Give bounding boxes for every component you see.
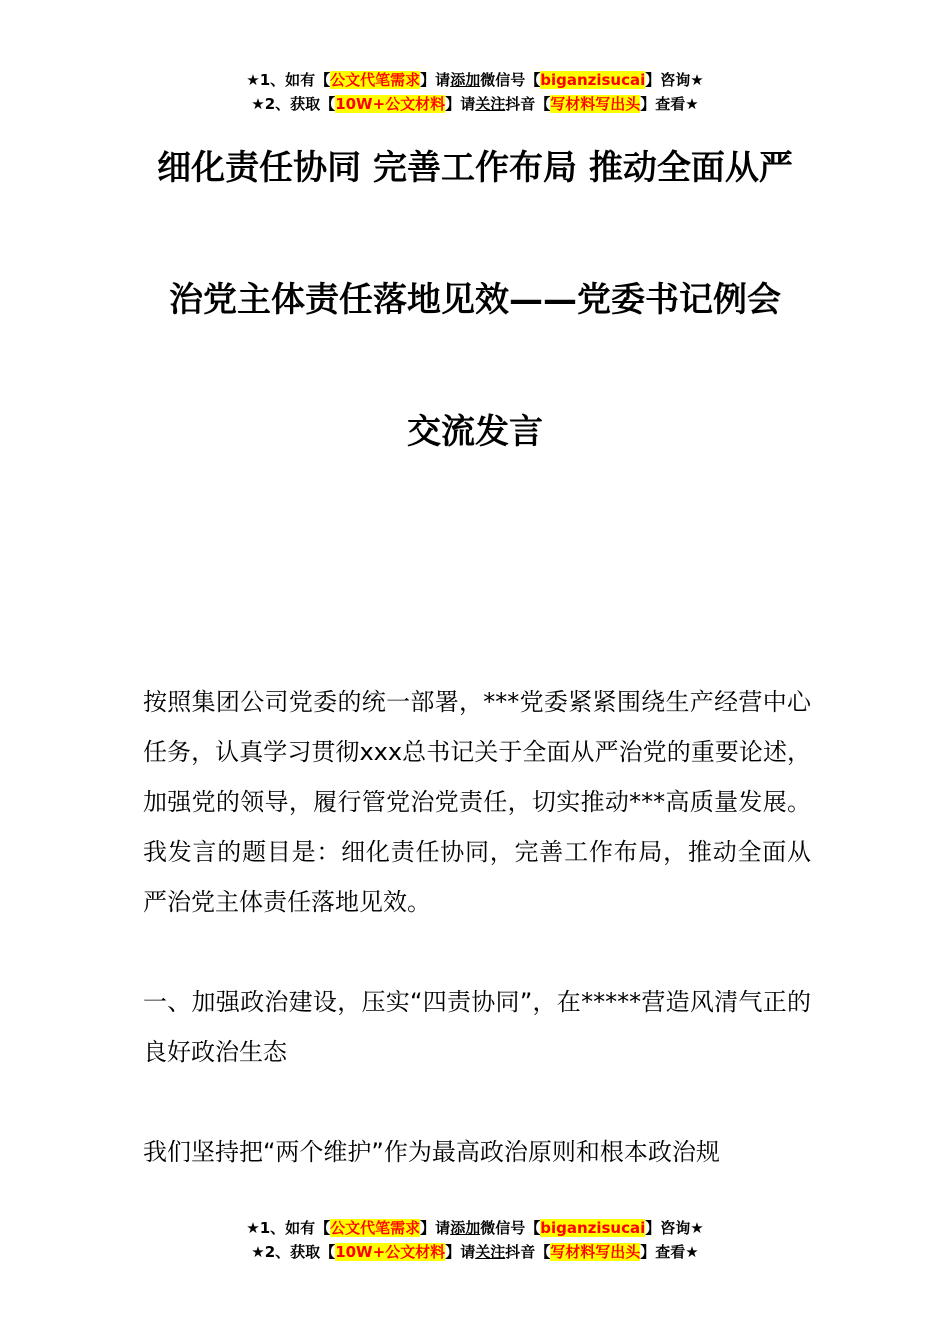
banner-line-2-prefix: ★2、获取【 — [251, 95, 336, 113]
banner-line-1-highlight-service: 公文代笔需求 — [330, 71, 421, 89]
footer-line-2-prefix: ★2、获取【 — [251, 1243, 336, 1261]
footer-line-2-middle-2: 抖音【 — [505, 1243, 551, 1261]
banner-line-1-middle-2: 微信号【 — [480, 71, 541, 89]
banner-line-2-highlight-douyin: 写材料写出头 — [550, 95, 641, 113]
footer-line-2-emphasis: 关注 — [475, 1243, 506, 1261]
footer-line-1-emphasis: 添加 — [450, 1219, 481, 1237]
footer-line-1-prefix: ★1、如有【 — [246, 1219, 331, 1237]
footer-line-1-highlight-wechat: biganzisucai — [540, 1219, 646, 1237]
footer-line-2-highlight-materials: 10W+公文材料 — [335, 1243, 446, 1261]
banner-line-1-suffix: 】咨询★ — [645, 71, 704, 89]
title-line-3: 交流发言 — [407, 412, 543, 452]
banner-line-2-suffix: 】查看★ — [640, 95, 699, 113]
footer-line-1-highlight-service: 公文代笔需求 — [330, 1219, 421, 1237]
footer-line-2-highlight-douyin: 写材料写出头 — [550, 1243, 641, 1261]
title-line-1: 细化责任协同 完善工作布局 推动全面从严 — [157, 148, 793, 188]
footer-banner-line-1 — [0, 1216, 950, 1240]
footer-banner-line-2 — [0, 1240, 950, 1264]
banner-line-1-prefix: ★1、如有【 — [246, 71, 331, 89]
footer-line-1-suffix: 】咨询★ — [645, 1219, 704, 1237]
banner-line-1-middle: 】请 — [420, 71, 451, 89]
title-line-2: 治党主体责任落地见效——党委书记例会 — [169, 280, 781, 320]
banner-line-2-emphasis: 关注 — [475, 95, 506, 113]
intro-paragraph: 按照集团公司党委的统一部署，***党委紧紧围绕生产经营中心任务，认真学习贯彻xxx总书记关于全面从严治党的重要论述，加强党的领导，履行管党治党责任，切实推动***高质量发展。我发言的题目是：细化责任协同，完善工作布局，推动全面从严治党主体责任落地见效。 — [143, 688, 811, 916]
section-paragraph-1: 我们坚持把“两个维护”作为最高政治原则和根本政治规 — [143, 1138, 720, 1166]
section-heading-1: 一、加强政治建设，压实“四责协同”，在*****营造风清气正的良好政治生态 — [143, 988, 811, 1066]
footer-banner — [0, 1216, 950, 1264]
banner-line-2 — [0, 92, 950, 116]
document-title — [80, 146, 870, 454]
banner-line-2-middle: 】请 — [445, 95, 476, 113]
footer-line-2-suffix: 】查看★ — [640, 1243, 699, 1261]
footer-line-2-middle: 】请 — [445, 1243, 476, 1261]
footer-line-1-middle-2: 微信号【 — [480, 1219, 541, 1237]
banner-line-1-emphasis: 添加 — [450, 71, 481, 89]
banner-line-1 — [0, 68, 950, 92]
banner-line-2-highlight-materials: 10W+公文材料 — [335, 95, 446, 113]
footer-line-1-middle: 】请 — [420, 1219, 451, 1237]
banner-line-1-highlight-wechat: biganzisucai — [540, 71, 646, 89]
banner-line-2-middle-2: 抖音【 — [505, 95, 551, 113]
header-banner — [0, 68, 950, 116]
